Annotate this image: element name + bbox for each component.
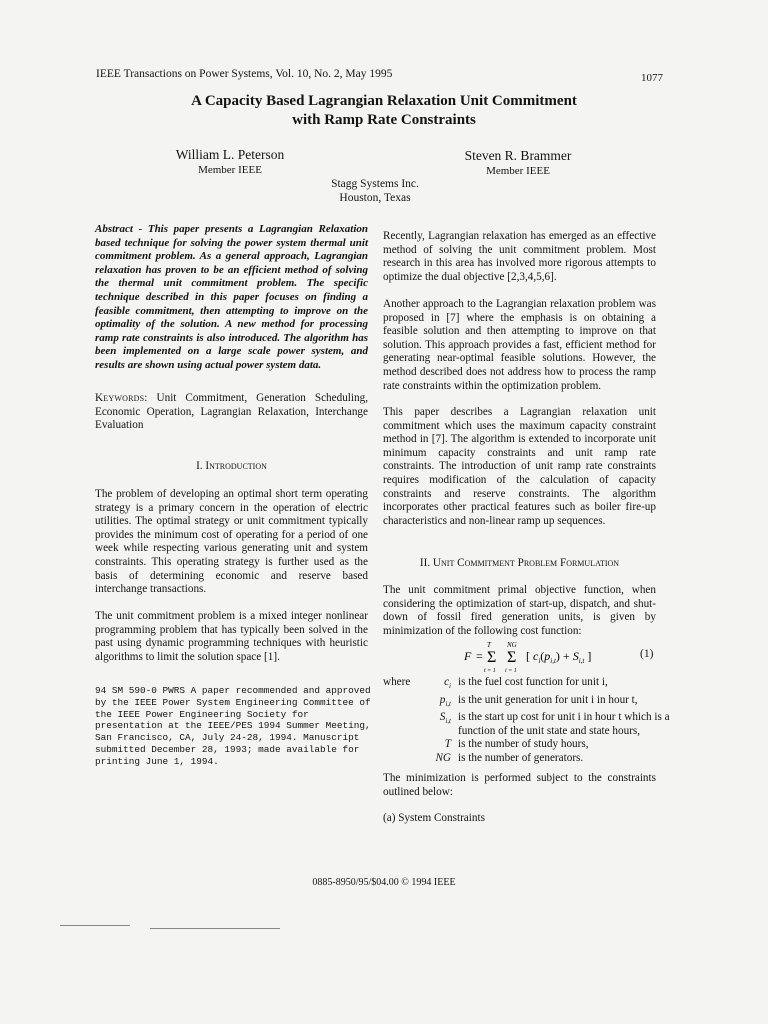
sum1-lower: t = 1	[484, 668, 496, 674]
definition-row	[383, 694, 673, 712]
sum2-sigma-icon: Σ	[507, 649, 517, 666]
paper-title	[0, 92, 768, 130]
sum1-sigma-icon: Σ	[487, 649, 497, 666]
author-1-role: Member IEEE	[198, 164, 262, 176]
right-paragraph-3: This paper describes a Lagrangian relaxation unit commitment which uses the maximum capacity constraint method in [7]. The algorithm is extended to incorporate unit minimum capacity constraints and unit ramp rate constraints. The introduction of unit ramp rate constraints requires modification of the calculation of capacity constraints and reserve constraints. The algorithm incorporates other practical features such as boiler fire-up characteristics and non-linear ramp up sequences.	[383, 406, 656, 527]
right-paragraph-2: Another approach to the Lagrangian relaxation problem was proposed in [7] where the emphasis is on obtaining a feasible solution and then attempting to improve on that solution. This approach provides a fast, efficient method for generating near-optimal feasible solutions. However, the method described does not address how to process the ramp rate constraints within the optimization problem.	[383, 298, 656, 392]
sum2-upper: NG	[507, 641, 517, 649]
scan-artifact-line	[60, 925, 130, 926]
affiliation-location: Houston, Texas	[339, 192, 411, 204]
definition-row	[383, 752, 673, 765]
page-number: 1077	[641, 72, 663, 84]
author-1-name: William L. Peterson	[175, 147, 285, 162]
right-paragraph-1: Recently, Lagrangian relaxation has emerged as an effective method of solving the unit commitment problem. Most research in this area has involved more rigorous attempts to optimize the dual objective [2,3,4,5,6].	[383, 230, 656, 283]
keywords	[95, 392, 368, 433]
definition-text: is the number of generators.	[458, 751, 584, 764]
affiliation-org: Stagg Systems Inc.	[331, 178, 419, 190]
author-2-name: Steven R. Brammer	[464, 148, 572, 163]
keywords-text: Unit Commitment, Generation Scheduling, Economic Operation, Lagrangian Relaxation, Interchange Evaluation	[95, 392, 368, 432]
copyright-line: 0885-8950/95/$04.00 © 1994 IEEE	[312, 877, 456, 888]
equation-number: (1)	[640, 648, 654, 660]
definition-text: is the start up cost for unit i in hour t which is a function of the unit state and state hours,	[458, 711, 670, 737]
abstract: Abstract - This paper presents a Lagrangian Relaxation based technique for solving the power system thermal unit commitment problem. As a general approach, Lagrangian relaxation has proven to be an efficient method of solving the thermal unit commitment problem. The specific technique described in this paper focuses on finding a feasible commitment, then attempting to improve on the optimality of the solution. A new method for processing ramp rate constraints is also introduced. The algorithm has been implemented on a large scale power system, and results are shown using actual power system data.	[95, 223, 368, 371]
sum2-lower: i = 1	[505, 668, 517, 674]
definition-row	[383, 711, 673, 738]
definition-row	[383, 738, 673, 751]
subsection-system-constraints: (a) System Constraints	[383, 812, 485, 824]
definition-symbol: $p_{i,t}$	[439, 693, 451, 708]
right-paragraph-4: The unit commitment primal objective function, when considering the optimization of start-up, dispatch, and shut-down of fossil fired generation units, is given by minimization of the following cost function:	[383, 584, 656, 637]
definition-text: is the unit generation for unit i in hour t,	[458, 693, 638, 706]
affiliation	[290, 177, 460, 205]
intro-paragraph-1: The problem of developing an optimal short term operating strategy is a primary concern in the operation of electric utilities. The optimal strategy or unit commitment typically provides the minimum cost of operating for a period of one week while respecting various generating unit and system constraints. This operating strategy is further used as the basis of determining economic and reserve based interchange transactions.	[95, 488, 368, 596]
eq-body: [ $c_i(p_{i,t}) + S_{i,t}$ ]	[526, 649, 592, 665]
definition-text: is the fuel cost function for unit i,	[458, 676, 608, 688]
right-paragraph-5: The minimization is performed subject to the constraints outlined below:	[383, 772, 656, 798]
section-heading-introduction: I. Introduction	[196, 460, 267, 472]
journal-header: IEEE Transactions on Power Systems, Vol. 10, No. 2, May 1995	[96, 68, 393, 80]
intro-paragraph-2: The unit commitment problem is a mixed integer nonlinear programming problem that has typically been solved in the past using dynamic programming techniques with heuristic algorithms to limit the solution space [1].	[95, 610, 368, 663]
title-line-1: A Capacity Based Lagrangian Relaxation Unit Commitment	[191, 93, 577, 109]
sum1-upper: T	[487, 641, 491, 649]
definition-symbol: NG	[435, 751, 451, 764]
definition-text: is the number of study hours,	[458, 738, 589, 751]
author-2	[428, 148, 608, 177]
definition-symbol: $S_{i,t}$	[439, 711, 451, 726]
author-1	[140, 147, 320, 176]
scan-artifact-line	[150, 928, 280, 929]
definition-row	[383, 676, 673, 694]
author-2-role: Member IEEE	[486, 165, 550, 177]
footnote: 94 SM 590-0 PWRS A paper recommended and approved by the IEEE Power System Engineering Committee of the IEEE Power Engineering Society for presentation at the IEEE/PES 1994 Summer Meeting, San Francisco, CA, July 24-28, 1994. Manuscript submitted December 28, 1993; made available for printing June 1, 1994.	[95, 685, 371, 767]
title-line-2: with Ramp Rate Constraints	[292, 112, 476, 128]
definition-symbol: $c_i$	[444, 676, 451, 691]
cost-function-equation	[460, 640, 660, 674]
definition-symbol: T	[444, 738, 451, 751]
eq-equals: =	[476, 649, 483, 663]
keywords-label: Keywords:	[95, 392, 148, 404]
variable-definitions	[383, 676, 673, 765]
section-heading-formulation: II. Unit Commitment Problem Formulation	[419, 557, 620, 569]
eq-lhs: F	[464, 649, 472, 663]
where-label: where	[383, 676, 411, 688]
